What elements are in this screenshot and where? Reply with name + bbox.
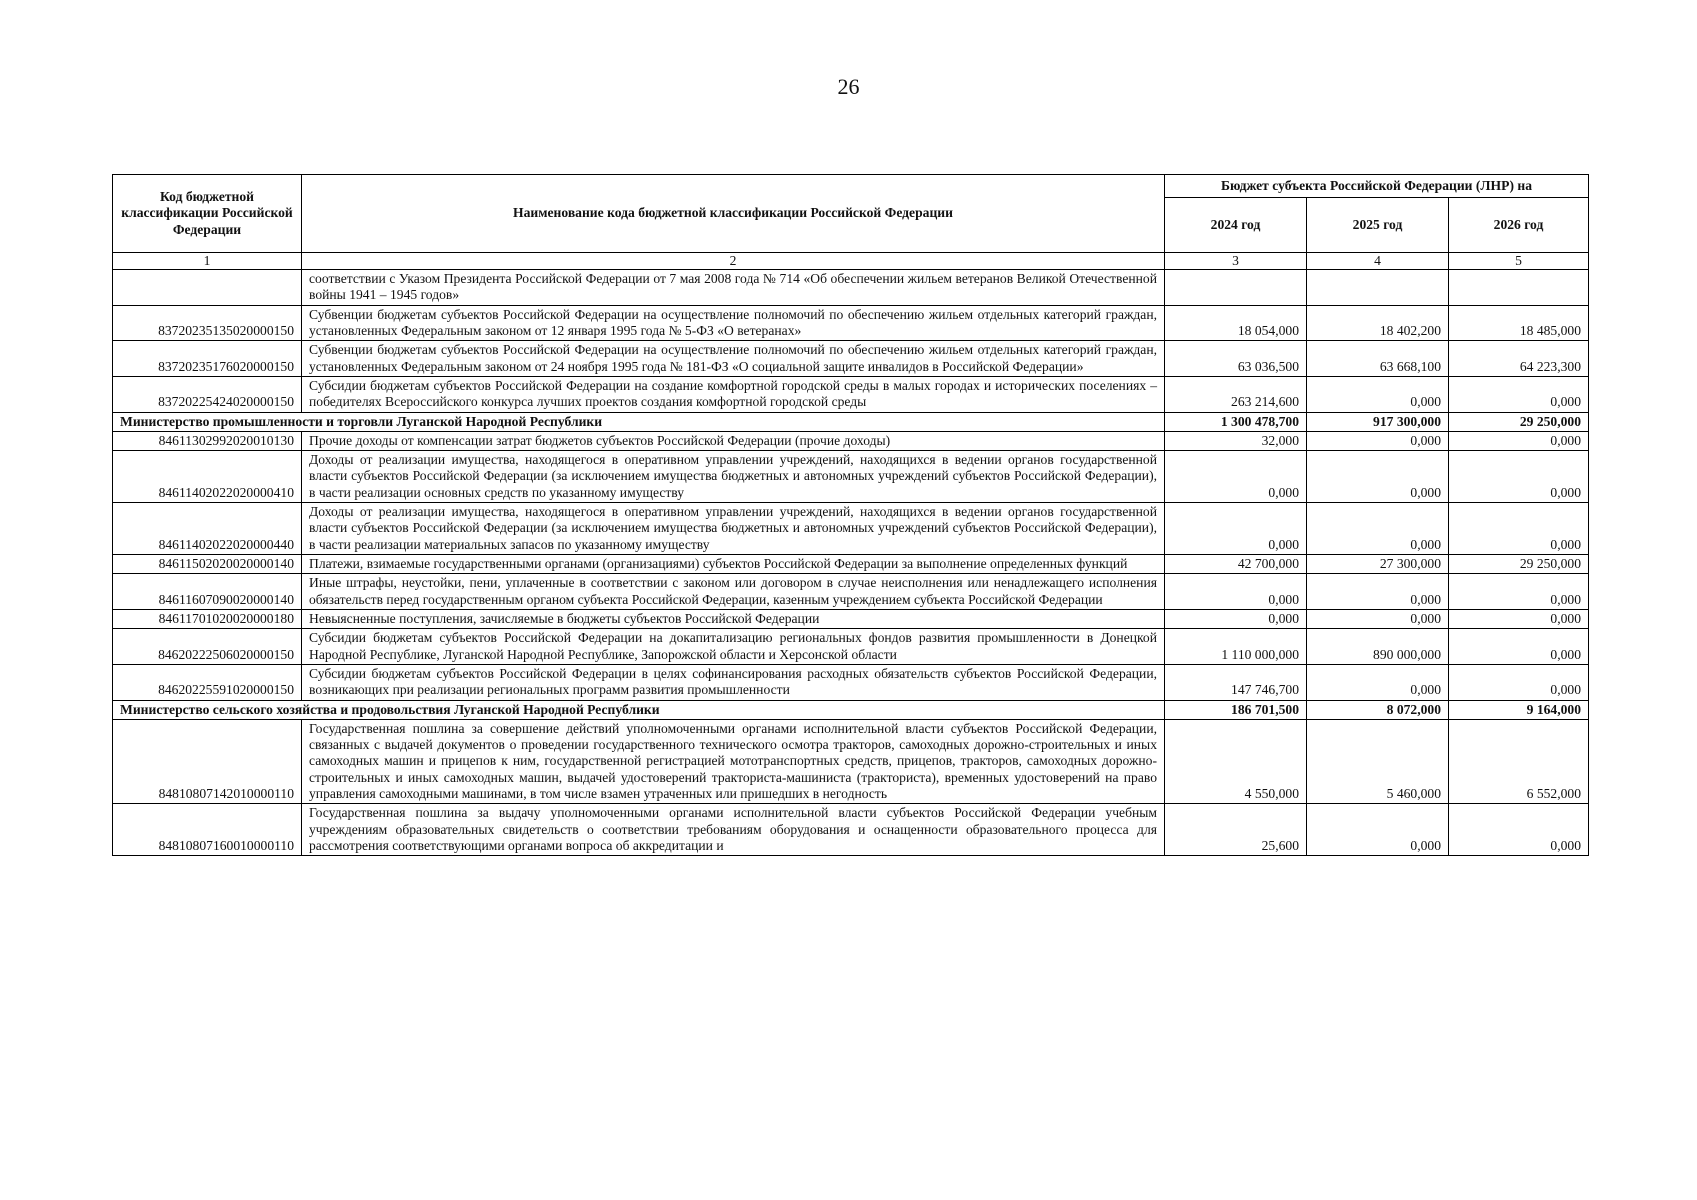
amount-2024: 263 214,600: [1165, 376, 1307, 412]
amount-2025: 0,000: [1307, 804, 1449, 856]
amount-2026: 0,000: [1449, 629, 1589, 665]
amount-2026: [1449, 270, 1589, 306]
code-description: Государственная пошлина за совершение действий уполномоченными органами исполнительной власти субъектов Российской Федерации, связанных с выдачей документов о проведении государственного технического осмотра тракторов, самоходных дорожно-строительных и иных самоходных машин и прицепов к ним, государственной регистрацией мототранспортных средств, прицепов, тракторов, самоходных дорожно-строительных и иных самоходных машин, выдачей удостоверений тракториста-машиниста (тракториста), временных удостоверений на право управления самоходными машинами, в том числе взамен утраченных или пришедших в негодность: [302, 719, 1165, 804]
code-description: Платежи, взимаемые государственными органами (организациями) субъектов Российской Федерации за выполнение определенных функций: [302, 555, 1165, 574]
budget-code: 83720225424020000150: [113, 376, 302, 412]
code-description: Невыясненные поступления, зачисляемые в бюджеты субъектов Российской Федерации: [302, 609, 1165, 628]
code-description: соответствии с Указом Президента Российской Федерации от 7 мая 2008 года № 714 «Об обеспечении жильем ветеранов Великой Отечественной войны 1941 – 1945 годов»: [302, 270, 1165, 306]
amount-2024: 147 746,700: [1165, 664, 1307, 700]
amount-2026: 0,000: [1449, 664, 1589, 700]
header-name: Наименование кода бюджетной классификации Российской Федерации: [302, 175, 1165, 253]
amount-2025: 0,000: [1307, 431, 1449, 450]
amount-2026: 6 552,000: [1449, 719, 1589, 804]
column-numbers-row: [113, 253, 1589, 270]
table-body: [113, 270, 1589, 856]
amount-2026: 9 164,000: [1449, 700, 1589, 719]
amount-2025: 0,000: [1307, 451, 1449, 503]
amount-2024: 63 036,500: [1165, 341, 1307, 377]
page-number: 26: [837, 74, 860, 99]
amount-2026: 0,000: [1449, 376, 1589, 412]
amount-2025: 890 000,000: [1307, 629, 1449, 665]
amount-2025: 27 300,000: [1307, 555, 1449, 574]
amount-2025: 5 460,000: [1307, 719, 1449, 804]
budget-code: 84810807142010000110: [113, 719, 302, 804]
budget-code: 84611402022020000410: [113, 451, 302, 503]
header-year-2026: 2026 год: [1449, 198, 1589, 253]
amount-2024: 32,000: [1165, 431, 1307, 450]
code-description: Прочие доходы от компенсации затрат бюджетов субъектов Российской Федерации (прочие доходы): [302, 431, 1165, 450]
header-budget-group: Бюджет субъекта Российской Федерации (ЛНР) на: [1165, 175, 1589, 198]
column-number: 4: [1307, 253, 1449, 270]
table-row: [113, 451, 1589, 503]
amount-2024: 0,000: [1165, 609, 1307, 628]
budget-code: 84611502020020000140: [113, 555, 302, 574]
amount-2024: 25,600: [1165, 804, 1307, 856]
budget-code: 84810807160010000110: [113, 804, 302, 856]
header-year-2025: 2025 год: [1307, 198, 1449, 253]
column-number: 1: [113, 253, 302, 270]
code-description: Доходы от реализации имущества, находящегося в оперативном управлении учреждений, находящихся в ведении органов государственной власти субъектов Российской Федерации (за исключением имущества бюджетных и автономных учреждений субъектов Российской Федерации), в части реализации материальных запасов по указанному имуществу: [302, 503, 1165, 555]
code-description: Субсидии бюджетам субъектов Российской Федерации на докапитализацию региональных фондов развития промышленности в Донецкой Народной Республике, Луганской Народной Республике, Запорожской области и Херсонской области: [302, 629, 1165, 665]
amount-2025: [1307, 270, 1449, 306]
amount-2024: 42 700,000: [1165, 555, 1307, 574]
budget-code: 84620225591020000150: [113, 664, 302, 700]
table-row: [113, 574, 1589, 610]
header-year-2024: 2024 год: [1165, 198, 1307, 253]
amount-2025: 0,000: [1307, 664, 1449, 700]
table-row: [113, 503, 1589, 555]
code-description: Субвенции бюджетам субъектов Российской Федерации на осуществление полномочий по обеспечению жильем отдельных категорий граждан, установленных Федеральным законом от 24 ноября 1995 года № 181-ФЗ «О социальной защите инвалидов в Российской Федерации»: [302, 341, 1165, 377]
budget-table: [112, 174, 1589, 856]
amount-2024: 18 054,000: [1165, 305, 1307, 341]
amount-2026: 29 250,000: [1449, 555, 1589, 574]
code-description: Государственная пошлина за выдачу уполномоченными органами исполнительной власти субъектов Российской Федерации учебным учреждениям образовательных свидетельств о соответствии требованиям оборудования и оснащенности образовательного процесса для рассмотрения соответствующими органами вопроса об аккредитации и: [302, 804, 1165, 856]
table-row: [113, 629, 1589, 665]
table-row: [113, 719, 1589, 804]
amount-2025: 63 668,100: [1307, 341, 1449, 377]
amount-2024: 186 701,500: [1165, 700, 1307, 719]
amount-2024: 0,000: [1165, 574, 1307, 610]
ministry-name: Министерство сельского хозяйства и продовольствия Луганской Народной Республики: [113, 700, 1165, 719]
table-row: [113, 609, 1589, 628]
amount-2026: 0,000: [1449, 609, 1589, 628]
amount-2024: 0,000: [1165, 503, 1307, 555]
amount-2026: 0,000: [1449, 431, 1589, 450]
amount-2026: 0,000: [1449, 451, 1589, 503]
amount-2026: 29 250,000: [1449, 412, 1589, 431]
amount-2024: 1 300 478,700: [1165, 412, 1307, 431]
budget-code: 84611607090020000140: [113, 574, 302, 610]
table-row: [113, 270, 1589, 306]
amount-2026: 0,000: [1449, 574, 1589, 610]
budget-code: 84611402022020000440: [113, 503, 302, 555]
column-number: 5: [1449, 253, 1589, 270]
amount-2024: 0,000: [1165, 451, 1307, 503]
code-description: Субсидии бюджетам субъектов Российской Федерации в целях софинансирования расходных обязательств субъектов Российской Федерации, возникающих при реализации региональных программ развития промышленности: [302, 664, 1165, 700]
table-row: [113, 341, 1589, 377]
amount-2025: 0,000: [1307, 574, 1449, 610]
column-number: 3: [1165, 253, 1307, 270]
header-code: Код бюджетной классификации Российской Федерации: [113, 175, 302, 253]
table-row: [113, 376, 1589, 412]
amount-2026: 18 485,000: [1449, 305, 1589, 341]
budget-code: 84611302992020010130: [113, 431, 302, 450]
code-description: Иные штрафы, неустойки, пени, уплаченные в соответствии с законом или договором в случае неисполнения или ненадлежащего исполнения обязательств перед государственным органом субъекта Российской Федерации, казенным учреждением субъекта Российской Федерации: [302, 574, 1165, 610]
budget-code: 83720235135020000150: [113, 305, 302, 341]
table-row: [113, 555, 1589, 574]
budget-code: 84611701020020000180: [113, 609, 302, 628]
code-description: Доходы от реализации имущества, находящегося в оперативном управлении учреждений, находящихся в ведении органов государственной власти субъектов Российской Федерации (за исключением имущества бюджетных и автономных учреждений субъектов Российской Федерации), в части реализации основных средств по указанному имуществу: [302, 451, 1165, 503]
amount-2025: 0,000: [1307, 503, 1449, 555]
ministry-name: Министерство промышленности и торговли Луганской Народной Республики: [113, 412, 1165, 431]
budget-code: 83720235176020000150: [113, 341, 302, 377]
amount-2026: 0,000: [1449, 804, 1589, 856]
budget-code: [113, 270, 302, 306]
amount-2025: 0,000: [1307, 609, 1449, 628]
budget-code: 84620222506020000150: [113, 629, 302, 665]
amount-2024: 1 110 000,000: [1165, 629, 1307, 665]
amount-2025: 0,000: [1307, 376, 1449, 412]
table-row: [113, 431, 1589, 450]
column-number: 2: [302, 253, 1165, 270]
code-description: Субсидии бюджетам субъектов Российской Федерации на создание комфортной городской среды в малых городах и исторических поселениях – победителях Всероссийского конкурса лучших проектов создания комфортной городской среды: [302, 376, 1165, 412]
amount-2025: 917 300,000: [1307, 412, 1449, 431]
amount-2024: 4 550,000: [1165, 719, 1307, 804]
header-row: [113, 175, 1589, 198]
amount-2025: 18 402,200: [1307, 305, 1449, 341]
amount-2025: 8 072,000: [1307, 700, 1449, 719]
table-row: [113, 664, 1589, 700]
ministry-total-row: [113, 412, 1589, 431]
amount-2026: 64 223,300: [1449, 341, 1589, 377]
amount-2024: [1165, 270, 1307, 306]
table-row: [113, 305, 1589, 341]
ministry-total-row: [113, 700, 1589, 719]
amount-2026: 0,000: [1449, 503, 1589, 555]
table-row: [113, 804, 1589, 856]
code-description: Субвенции бюджетам субъектов Российской Федерации на осуществление полномочий по обеспечению жильем отдельных категорий граждан, установленных Федеральным законом от 12 января 1995 года № 5-ФЗ «О ветеранах»: [302, 305, 1165, 341]
